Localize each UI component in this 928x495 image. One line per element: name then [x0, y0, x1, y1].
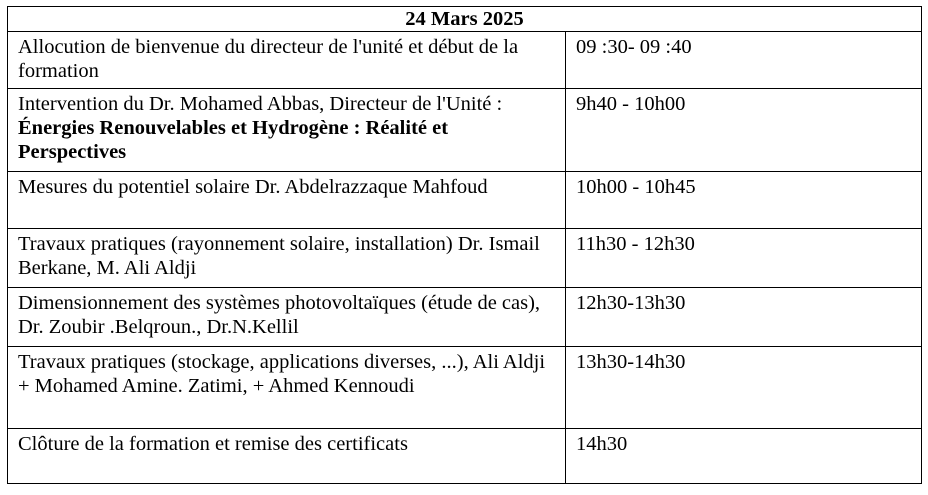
time-cell: 13h30-14h30: [566, 347, 922, 429]
time-cell: 11h30 - 12h30: [566, 229, 922, 288]
table-row: [8, 32, 922, 89]
time-cell: 10h00 - 10h45: [566, 172, 922, 229]
table-row: [8, 172, 922, 229]
activity-text: Travaux pratiques (rayonnement solaire, installation) Dr. Ismail Berkane, M. Ali Aldji: [18, 233, 540, 279]
table-row: [8, 347, 922, 429]
date-header: 24 Mars 2025: [8, 7, 922, 32]
time-cell: 14h30: [566, 429, 922, 484]
activity-cell: [8, 347, 566, 429]
activity-text: Mesures du potentiel solaire Dr. Abdelrazzaque Mahfoud: [18, 176, 488, 198]
activity-text: Travaux pratiques (stockage, applications diverses, ...), Ali Aldji + Mohamed Amine. Zatimi, + Ahmed Kennoudi: [18, 351, 546, 397]
activity-text: Dimensionnement des systèmes photovoltaïques (étude de cas), Dr. Zoubir .Belqroun., Dr.N.Kellil: [18, 292, 541, 338]
activity-text: Allocution de bienvenue du directeur de l'unité et début de la formation: [18, 36, 519, 82]
talk-title: Énergies Renouvelables et Hydrogène : Réalité et Perspectives: [18, 117, 449, 163]
table-row: [8, 229, 922, 288]
activity-text: Intervention du Dr. Mohamed Abbas, Directeur de l'Unité :: [18, 93, 503, 115]
activity-text: Clôture de la formation et remise des certificats: [18, 433, 408, 455]
table-row: [8, 288, 922, 347]
time-cell: 12h30-13h30: [566, 288, 922, 347]
activity-cell: [8, 288, 566, 347]
activity-cell: [8, 89, 566, 172]
table-row: [8, 89, 922, 172]
activity-cell: [8, 429, 566, 484]
activity-cell: [8, 32, 566, 89]
date-header-row: [8, 7, 922, 32]
time-cell: 9h40 - 10h00: [566, 89, 922, 172]
schedule-table: [7, 6, 922, 484]
activity-cell: [8, 229, 566, 288]
table-row: [8, 429, 922, 484]
time-cell: 09 :30- 09 :40: [566, 32, 922, 89]
activity-cell: [8, 172, 566, 229]
